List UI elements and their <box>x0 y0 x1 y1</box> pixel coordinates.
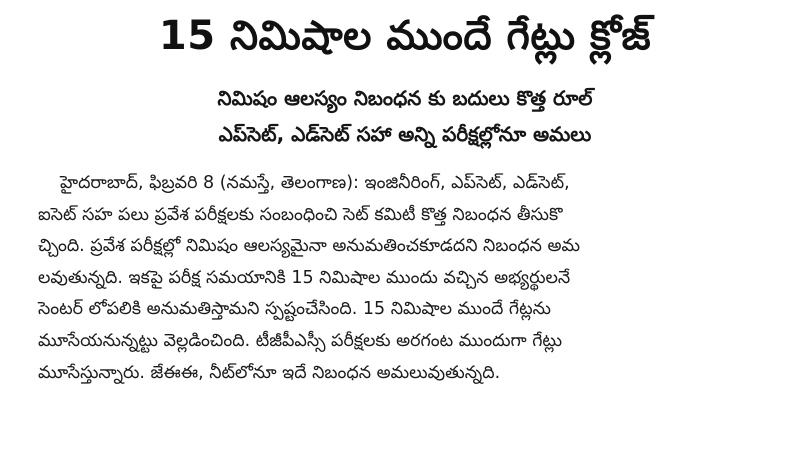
article-body <box>38 168 772 389</box>
headline: 15 నిమిషాల ముందే గేట్లు క్లోజ్ <box>158 13 652 59</box>
body-line: మూసేయనున్నట్టు వెల్లడించింది. టీజీపీఎస్సీ పరీక్షలకు అరగంట ముందుగా గేట్లు <box>38 330 563 351</box>
body-line: చ్చింది. ప్రవేశ పరీక్షల్లో నిమిషం ఆలస్యమైనా అనుమతించకూడదని నిబంధన అమ <box>38 236 581 257</box>
subheadline-block <box>38 80 772 152</box>
body-line: హైదరాబాద్, ఫిబ్రవరి 8 (నమస్తే, తెలంగాణ): ఇంజినీరింగ్, ఎప్‌సెట్, ఎడ్‌సెట్, <box>60 173 570 193</box>
body-line: ఐసెట్ సహ పలు ప్రవేశ పరీక్షలకు సంబంధించి సెట్ కమిటీ కొత్త నిబంధన తీసుకొ <box>38 204 563 225</box>
subheadline-2: ఎప్‌సెట్, ఎడ్‌సెట్ సహా అన్ని పరీక్షల్లోనూ అమలు <box>218 122 592 146</box>
body-line: లవుతున్నది. ఇకపై పరీక్ష సమయానికి 15 నిమిషాల ముందు వచ్చిన అభ్యర్థులనే <box>38 267 571 288</box>
body-line: సెంటర్ లోపలికి అనుమతిస్తామని స్పష్టంచేసింది. 15 నిమిషాల ముందే గేట్లను <box>38 299 551 320</box>
subheadline-1: నిమిషం ఆలస్యం నిబంధన కు బదులు కొత్త రూల్ <box>217 86 593 110</box>
body-line: మూసేస్తున్నారు. జేఈఈ, నీట్‌లోనూ ఇదే నిబంధన అమలువుతున్నది. <box>38 362 501 383</box>
